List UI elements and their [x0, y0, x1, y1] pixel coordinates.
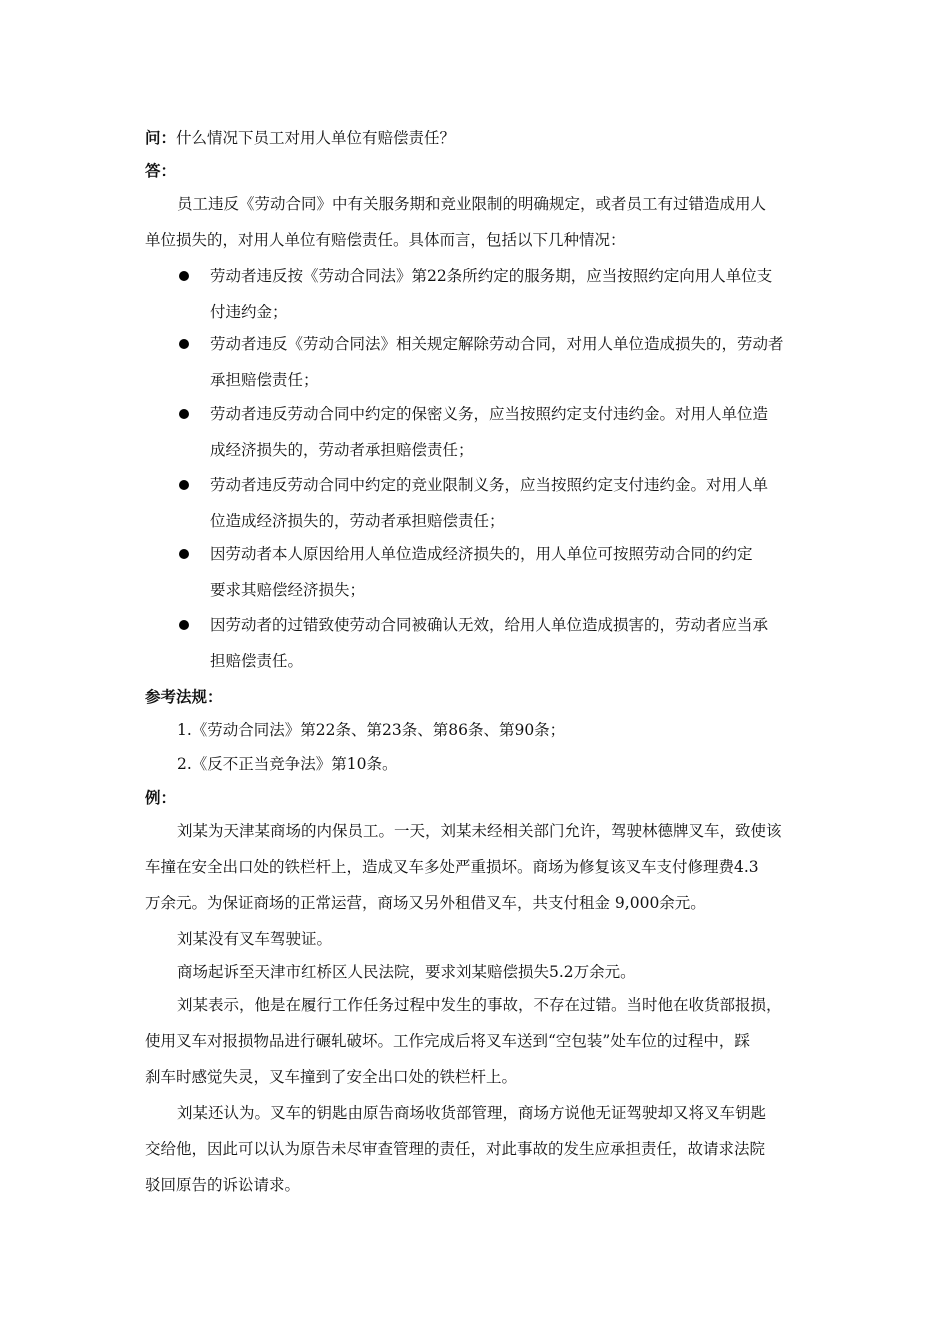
example-line: 刘某还认为。叉车的钥匙由原告商场收货部管理，商场方说他无证驾驶却又将叉车钥匙	[177, 1104, 767, 1122]
question-text: 什么情况下员工对用人单位有赔偿责任？	[176, 129, 456, 147]
bullet-item-line: 劳动者违反《劳动合同法》相关规定解除劳动合同，对用人单位造成损失的，劳动者	[210, 335, 784, 353]
bullet-icon	[179, 620, 189, 630]
question-line	[145, 128, 455, 148]
example-line: 刹车时感觉失灵，叉车撞到了安全出口处的铁栏杆上。	[145, 1068, 518, 1086]
bullet-icon	[179, 409, 189, 419]
example-line: 刘某表示，他是在履行工作任务过程中发生的事故，不存在过错。当时他在收货部报损，	[177, 996, 782, 1014]
example-line: 驳回原告的诉讼请求。	[145, 1176, 301, 1194]
bullet-icon	[179, 549, 189, 559]
example-line: 万余元。为保证商场的正常运营，商场又另外租借叉车，共支付租金 9,000余元。	[145, 894, 706, 912]
answer-intro-line: 单位损失的，对用人单位有赔偿责任。具体而言，包括以下几种情况：	[145, 231, 626, 249]
bullet-item-line: 担赔偿责任。	[210, 652, 304, 670]
answer-label: 答：	[145, 162, 177, 180]
reference-item: 2.《反不正当竞争法》第10条。	[177, 755, 398, 773]
bullet-item-line: 承担赔偿责任；	[210, 371, 319, 389]
example-line: 车撞在安全出口处的铁栏杆上，造成叉车多处严重损坏。商场为修复该叉车支付修理费4.3	[145, 858, 759, 876]
bullet-icon	[179, 271, 189, 281]
bullet-item-line: 成经济损失的，劳动者承担赔偿责任；	[210, 441, 474, 459]
bullet-icon	[179, 339, 189, 349]
bullet-icon	[179, 480, 189, 490]
bullet-item-line: 付违约金；	[210, 303, 288, 321]
bullet-item-line: 劳动者违反劳动合同中约定的竞业限制义务，应当按照约定支付违约金。对用人单	[210, 476, 769, 494]
bullet-item-line: 因劳动者的过错致使劳动合同被确认无效，给用人单位造成损害的，劳动者应当承	[210, 616, 769, 634]
bullet-item-line: 因劳动者本人原因给用人单位造成经济损失的，用人单位可按照劳动合同的约定	[210, 545, 753, 563]
example-line: 交给他，因此可以认为原告未尽审查管理的责任，对此事故的发生应承担责任，故请求法院	[145, 1140, 766, 1158]
example-label: 例：	[145, 789, 177, 807]
bullet-item-line: 要求其赔偿经济损失；	[210, 581, 366, 599]
bullet-item-line: 劳动者违反劳动合同中约定的保密义务，应当按照约定支付违约金。对用人单位造	[210, 405, 769, 423]
example-line: 商场起诉至天津市红桥区人民法院，要求刘某赔偿损失5.2万余元。	[177, 963, 636, 981]
question-label: 问：	[145, 129, 177, 147]
bullet-item-line: 劳动者违反按《劳动合同法》第22条所约定的服务期，应当按照约定向用人单位支	[210, 267, 773, 285]
example-line: 刘某为天津某商场的内保员工。一天，刘某未经相关部门允许，驾驶林德牌叉车，致使该	[177, 822, 782, 840]
answer-intro-line: 员工违反《劳动合同》中有关服务期和竞业限制的明确规定，或者员工有过错造成用人	[177, 195, 767, 213]
references-label: 参考法规：	[145, 688, 223, 706]
example-line: 使用叉车对报损物品进行碾轧破坏。工作完成后将叉车送到“空包装”处车位的过程中，踩	[145, 1032, 750, 1050]
reference-item: 1.《劳动合同法》第22条、第23条、第86条、第90条；	[177, 721, 566, 739]
example-line: 刘某没有叉车驾驶证。	[177, 930, 333, 948]
bullet-item-line: 位造成经济损失的，劳动者承担赔偿责任；	[210, 512, 505, 530]
